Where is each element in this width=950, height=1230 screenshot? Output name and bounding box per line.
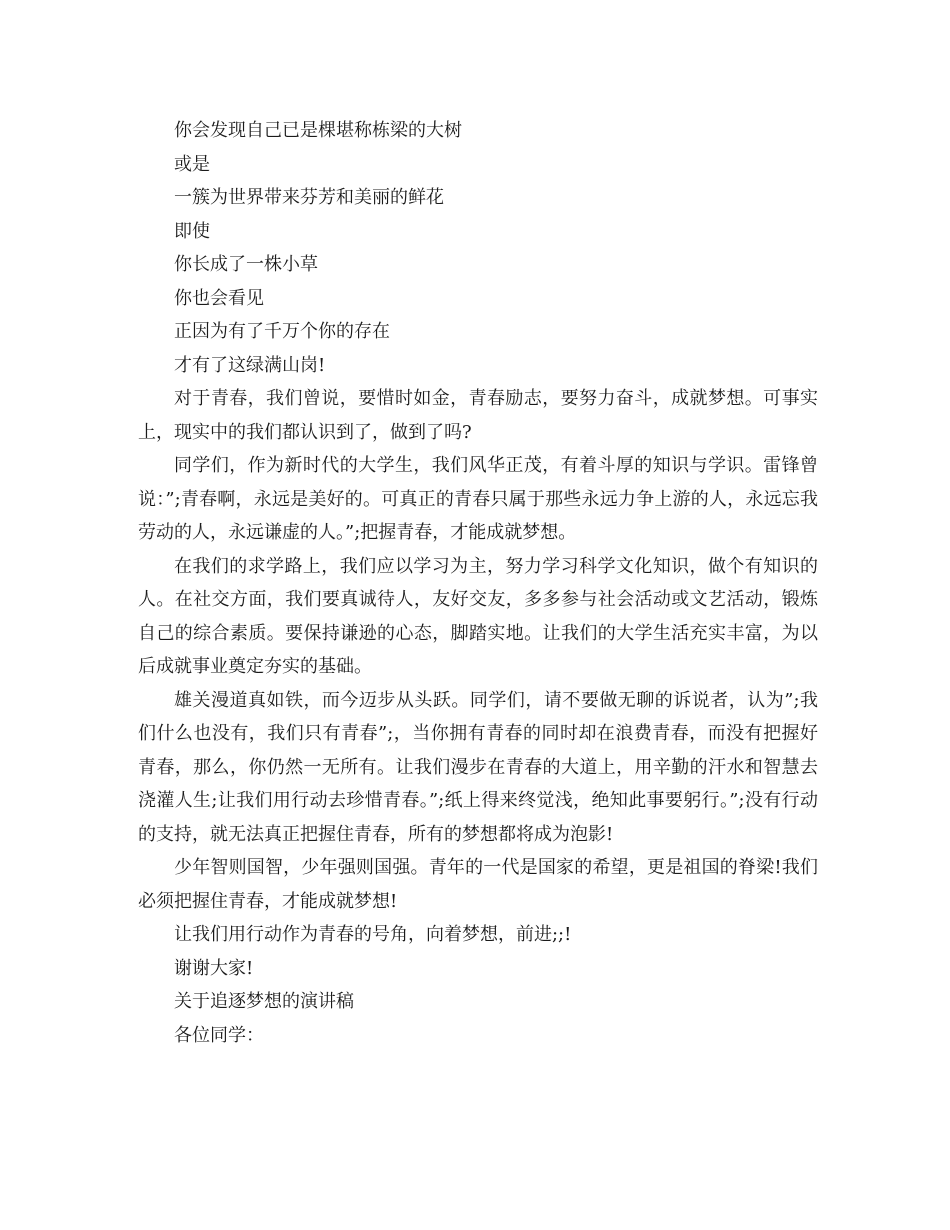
poem-line: 你也会看见: [174, 287, 264, 309]
poem-line: 或是: [174, 153, 210, 175]
salutation: 各位同学：: [174, 1024, 264, 1046]
paragraph: 在我们的求学路上，我们应以学习为主，努力学习科学文化知识，做个有知识的人。在社交方面，我们要真诚待人，友好交友，多多参与社会活动或文艺活动，锻炼自己的综合素质。要保持谦逊的心态，脚踏实地。让我们的大学生活充实丰富，为以后成就事业奠定夯实的基础。: [138, 555, 818, 677]
poem-line: 即使: [174, 220, 210, 242]
poem-line: 正因为有了千万个你的存在: [174, 321, 390, 342]
poem-line: 你会发现自己已是棵堪称栋梁的大树: [174, 120, 462, 141]
paragraph: 对于青春，我们曾说，要惜时如金，青春励志，要努力奋斗，成就梦想。可事实上，现实中的我们都认识到了，做到了吗?: [138, 388, 818, 443]
paragraph: 少年智则国智，少年强则国强。青年的一代是国家的希望，更是祖国的脊梁!我们必须把握住青春，才能成就梦想!: [138, 857, 818, 912]
paragraph: 同学们，作为新时代的大学生，我们风华正茂，有着斗厚的知识与学识。雷锋曾说：”;青春啊，永远是美好的。可真正的青春只属于那些永远力争上游的人，永远忘我劳动的人，永远谦虚的人。”;把握青春，才能成就梦想。: [138, 455, 818, 543]
paragraph: 雄关漫道真如铁，而今迈步从头跃。同学们，请不要做无聊的诉说者，认为”;我们什么也没有，我们只有青春”;，当你拥有青春的同时却在浪费青春，而没有把握好青春，那么，你仍然一无所有。让我们漫步在青春的大道上，用辛勤的汗水和智慧去浇灌人生;让我们用行动去珍惜青春。”;纸上得来终觉浅，绝知此事要躬行。”;没有行动的支持，就无法真正把握住青春，所有的梦想都将成为泡影!: [138, 689, 818, 845]
paragraph: 谢谢大家!: [174, 957, 254, 979]
document-body: [138, 114, 818, 1052]
section-title: 关于追逐梦想的演讲稿: [174, 991, 354, 1012]
poem-line: 你长成了一株小草: [174, 254, 318, 275]
poem-line: 才有了这绿满山岗!: [174, 354, 326, 376]
poem-line: 一簇为世界带来芬芳和美丽的鲜花: [174, 187, 444, 208]
paragraph: 让我们用行动作为青春的号角，向着梦想，前进;;!: [174, 924, 572, 945]
